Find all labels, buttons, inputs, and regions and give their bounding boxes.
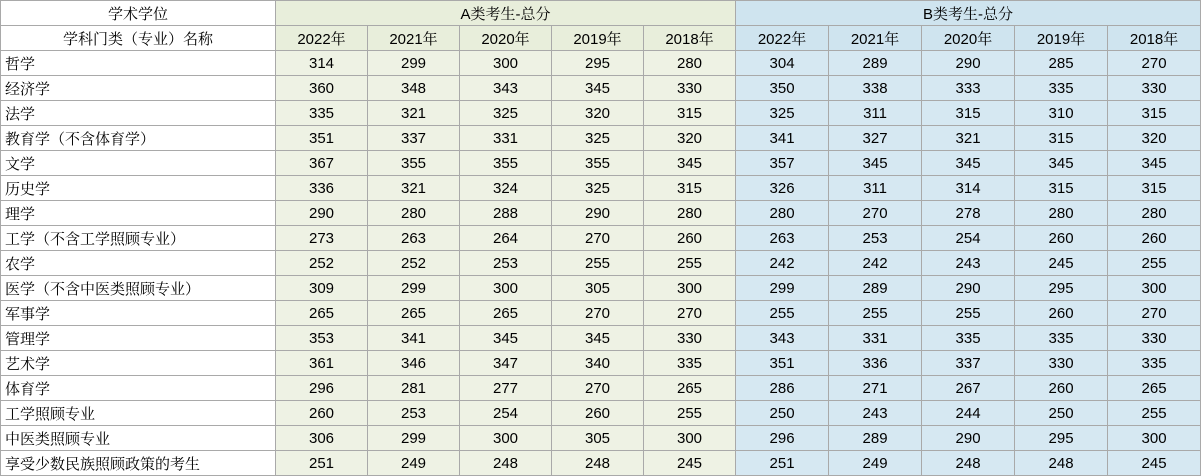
cell-b: 249 (829, 451, 922, 476)
cell-a: 280 (368, 201, 460, 226)
cell-b: 300 (1108, 276, 1201, 301)
cell-a: 249 (368, 451, 460, 476)
header-a-year-0: 2022年 (276, 26, 368, 51)
row-label: 理学 (1, 201, 276, 226)
cell-b: 315 (922, 101, 1015, 126)
cell-b: 338 (829, 76, 922, 101)
cell-a: 309 (276, 276, 368, 301)
cell-a: 299 (368, 426, 460, 451)
cell-a: 299 (368, 276, 460, 301)
cell-a: 273 (276, 226, 368, 251)
cell-a: 290 (276, 201, 368, 226)
table-row (1, 76, 1201, 101)
cell-a: 348 (368, 76, 460, 101)
row-label: 军事学 (1, 301, 276, 326)
cell-a: 270 (644, 301, 736, 326)
table-row (1, 51, 1201, 76)
cell-b: 341 (736, 126, 829, 151)
cell-b: 315 (1015, 126, 1108, 151)
cell-b: 289 (829, 276, 922, 301)
header-b-year-1: 2021年 (829, 26, 922, 51)
cell-a: 254 (460, 401, 552, 426)
cell-a: 325 (460, 101, 552, 126)
cell-b: 267 (922, 376, 1015, 401)
table-header (1, 1, 1201, 51)
cell-b: 254 (922, 226, 1015, 251)
cell-b: 315 (1108, 101, 1201, 126)
cell-b: 325 (736, 101, 829, 126)
table-row (1, 376, 1201, 401)
table-row (1, 426, 1201, 451)
header-degree-type: 学术学位 (1, 1, 276, 26)
cell-a: 335 (276, 101, 368, 126)
cell-b: 331 (829, 326, 922, 351)
cell-a: 299 (368, 51, 460, 76)
row-label: 教育学（不含体育学） (1, 126, 276, 151)
cell-b: 250 (1015, 401, 1108, 426)
cell-a: 325 (552, 126, 644, 151)
cell-a: 265 (368, 301, 460, 326)
cell-a: 248 (552, 451, 644, 476)
header-a-year-2: 2020年 (460, 26, 552, 51)
cell-a: 335 (644, 351, 736, 376)
cell-a: 305 (552, 426, 644, 451)
cell-a: 320 (552, 101, 644, 126)
row-label: 中医类照顾专业 (1, 426, 276, 451)
cell-a: 260 (644, 226, 736, 251)
cell-a: 265 (460, 301, 552, 326)
cell-a: 314 (276, 51, 368, 76)
cell-a: 252 (276, 251, 368, 276)
header-row-groups (1, 1, 1201, 26)
cell-a: 251 (276, 451, 368, 476)
cell-b: 335 (1108, 351, 1201, 376)
table-body (1, 51, 1201, 476)
cell-a: 320 (644, 126, 736, 151)
cell-b: 280 (1015, 201, 1108, 226)
cell-b: 315 (1015, 176, 1108, 201)
cell-a: 347 (460, 351, 552, 376)
cell-a: 336 (276, 176, 368, 201)
cell-b: 295 (1015, 276, 1108, 301)
cell-b: 255 (1108, 401, 1201, 426)
cell-a: 306 (276, 426, 368, 451)
cell-a: 252 (368, 251, 460, 276)
cell-a: 270 (552, 226, 644, 251)
cell-a: 353 (276, 326, 368, 351)
table-row (1, 251, 1201, 276)
cell-b: 290 (922, 276, 1015, 301)
row-label: 文学 (1, 151, 276, 176)
cell-b: 296 (736, 426, 829, 451)
header-discipline-name: 学科门类（专业）名称 (1, 26, 276, 51)
cell-b: 299 (736, 276, 829, 301)
cell-a: 260 (552, 401, 644, 426)
cell-a: 263 (368, 226, 460, 251)
cell-a: 245 (644, 451, 736, 476)
header-b-year-2: 2020年 (922, 26, 1015, 51)
row-label: 工学（不含工学照顾专业） (1, 226, 276, 251)
cell-b: 311 (829, 176, 922, 201)
row-label: 管理学 (1, 326, 276, 351)
cell-b: 270 (1108, 51, 1201, 76)
cell-b: 295 (1015, 426, 1108, 451)
cell-a: 280 (644, 201, 736, 226)
cell-b: 351 (736, 351, 829, 376)
cell-a: 300 (644, 426, 736, 451)
cell-b: 330 (1108, 76, 1201, 101)
cell-a: 295 (552, 51, 644, 76)
cell-b: 330 (1108, 326, 1201, 351)
cell-b: 250 (736, 401, 829, 426)
cell-a: 265 (276, 301, 368, 326)
cell-b: 245 (1108, 451, 1201, 476)
cell-a: 341 (368, 326, 460, 351)
row-label: 体育学 (1, 376, 276, 401)
cell-b: 260 (1015, 376, 1108, 401)
cell-a: 361 (276, 351, 368, 376)
cell-a: 253 (460, 251, 552, 276)
cell-a: 324 (460, 176, 552, 201)
cell-a: 345 (644, 151, 736, 176)
cell-b: 335 (1015, 76, 1108, 101)
cell-b: 251 (736, 451, 829, 476)
cell-b: 245 (1015, 251, 1108, 276)
cell-a: 330 (644, 326, 736, 351)
cell-b: 345 (922, 151, 1015, 176)
cell-b: 326 (736, 176, 829, 201)
header-b-year-0: 2022年 (736, 26, 829, 51)
cell-a: 351 (276, 126, 368, 151)
header-b-year-4: 2018年 (1108, 26, 1201, 51)
cell-a: 300 (460, 51, 552, 76)
cell-b: 314 (922, 176, 1015, 201)
cell-a: 255 (644, 251, 736, 276)
cell-a: 367 (276, 151, 368, 176)
cell-b: 290 (922, 51, 1015, 76)
cell-a: 343 (460, 76, 552, 101)
cell-b: 321 (922, 126, 1015, 151)
cell-b: 255 (829, 301, 922, 326)
header-a-year-3: 2019年 (552, 26, 644, 51)
cell-a: 321 (368, 101, 460, 126)
cell-b: 260 (1015, 226, 1108, 251)
row-label: 经济学 (1, 76, 276, 101)
cell-b: 336 (829, 351, 922, 376)
cell-b: 271 (829, 376, 922, 401)
cell-b: 243 (829, 401, 922, 426)
cell-b: 265 (1108, 376, 1201, 401)
cell-a: 290 (552, 201, 644, 226)
cell-b: 270 (829, 201, 922, 226)
cell-a: 355 (460, 151, 552, 176)
cell-a: 315 (644, 101, 736, 126)
cell-b: 286 (736, 376, 829, 401)
cell-a: 355 (552, 151, 644, 176)
cell-a: 345 (552, 326, 644, 351)
cell-a: 325 (552, 176, 644, 201)
table-row (1, 126, 1201, 151)
cell-a: 277 (460, 376, 552, 401)
cell-b: 260 (1015, 301, 1108, 326)
cell-b: 320 (1108, 126, 1201, 151)
header-a-year-1: 2021年 (368, 26, 460, 51)
cell-b: 242 (736, 251, 829, 276)
header-b-year-3: 2019年 (1015, 26, 1108, 51)
cell-b: 311 (829, 101, 922, 126)
table-row (1, 226, 1201, 251)
cell-a: 360 (276, 76, 368, 101)
cell-b: 335 (922, 326, 1015, 351)
header-a-year-4: 2018年 (644, 26, 736, 51)
cell-b: 260 (1108, 226, 1201, 251)
cell-b: 289 (829, 51, 922, 76)
cell-b: 343 (736, 326, 829, 351)
header-group-a: A类考生-总分 (276, 1, 736, 26)
cell-a: 346 (368, 351, 460, 376)
cell-a: 264 (460, 226, 552, 251)
cell-b: 263 (736, 226, 829, 251)
cell-b: 327 (829, 126, 922, 151)
cell-a: 270 (552, 376, 644, 401)
row-label: 农学 (1, 251, 276, 276)
cell-a: 281 (368, 376, 460, 401)
cell-b: 255 (922, 301, 1015, 326)
row-label: 工学照顾专业 (1, 401, 276, 426)
cell-b: 350 (736, 76, 829, 101)
table-row (1, 151, 1201, 176)
cell-b: 335 (1015, 326, 1108, 351)
cell-a: 305 (552, 276, 644, 301)
table-row (1, 401, 1201, 426)
cell-b: 278 (922, 201, 1015, 226)
row-label: 哲学 (1, 51, 276, 76)
cell-b: 330 (1015, 351, 1108, 376)
cell-b: 285 (1015, 51, 1108, 76)
cell-b: 337 (922, 351, 1015, 376)
cell-a: 340 (552, 351, 644, 376)
cell-b: 290 (922, 426, 1015, 451)
table-row (1, 326, 1201, 351)
cell-b: 357 (736, 151, 829, 176)
cell-a: 255 (644, 401, 736, 426)
cell-b: 315 (1108, 176, 1201, 201)
cell-a: 300 (460, 276, 552, 301)
table-row (1, 101, 1201, 126)
cell-a: 345 (460, 326, 552, 351)
table-row (1, 451, 1201, 476)
header-group-b: B类考生-总分 (736, 1, 1201, 26)
cell-b: 300 (1108, 426, 1201, 451)
cell-a: 255 (552, 251, 644, 276)
cell-b: 255 (736, 301, 829, 326)
cell-b: 345 (1015, 151, 1108, 176)
cell-a: 296 (276, 376, 368, 401)
cell-a: 260 (276, 401, 368, 426)
cell-a: 248 (460, 451, 552, 476)
cell-a: 280 (644, 51, 736, 76)
cell-b: 280 (1108, 201, 1201, 226)
cell-b: 310 (1015, 101, 1108, 126)
cell-a: 331 (460, 126, 552, 151)
table-row (1, 351, 1201, 376)
cell-a: 300 (460, 426, 552, 451)
cell-a: 345 (552, 76, 644, 101)
table-row (1, 176, 1201, 201)
cell-b: 242 (829, 251, 922, 276)
table-row (1, 201, 1201, 226)
header-row-years (1, 26, 1201, 51)
cell-a: 337 (368, 126, 460, 151)
table-row (1, 276, 1201, 301)
cell-a: 355 (368, 151, 460, 176)
cell-a: 321 (368, 176, 460, 201)
cell-b: 243 (922, 251, 1015, 276)
cell-a: 253 (368, 401, 460, 426)
row-label: 享受少数民族照顾政策的考生 (1, 451, 276, 476)
cell-a: 270 (552, 301, 644, 326)
cell-a: 330 (644, 76, 736, 101)
cell-b: 304 (736, 51, 829, 76)
cell-b: 270 (1108, 301, 1201, 326)
cell-b: 255 (1108, 251, 1201, 276)
row-label: 历史学 (1, 176, 276, 201)
row-label: 艺术学 (1, 351, 276, 376)
cell-a: 315 (644, 176, 736, 201)
cell-b: 333 (922, 76, 1015, 101)
cell-b: 289 (829, 426, 922, 451)
row-label: 法学 (1, 101, 276, 126)
cell-a: 265 (644, 376, 736, 401)
cell-b: 248 (922, 451, 1015, 476)
row-label: 医学（不含中医类照顾专业） (1, 276, 276, 301)
cell-b: 345 (829, 151, 922, 176)
cell-b: 345 (1108, 151, 1201, 176)
table-row (1, 301, 1201, 326)
cell-a: 300 (644, 276, 736, 301)
cell-b: 248 (1015, 451, 1108, 476)
cell-b: 280 (736, 201, 829, 226)
cell-b: 253 (829, 226, 922, 251)
cell-b: 244 (922, 401, 1015, 426)
cell-a: 288 (460, 201, 552, 226)
